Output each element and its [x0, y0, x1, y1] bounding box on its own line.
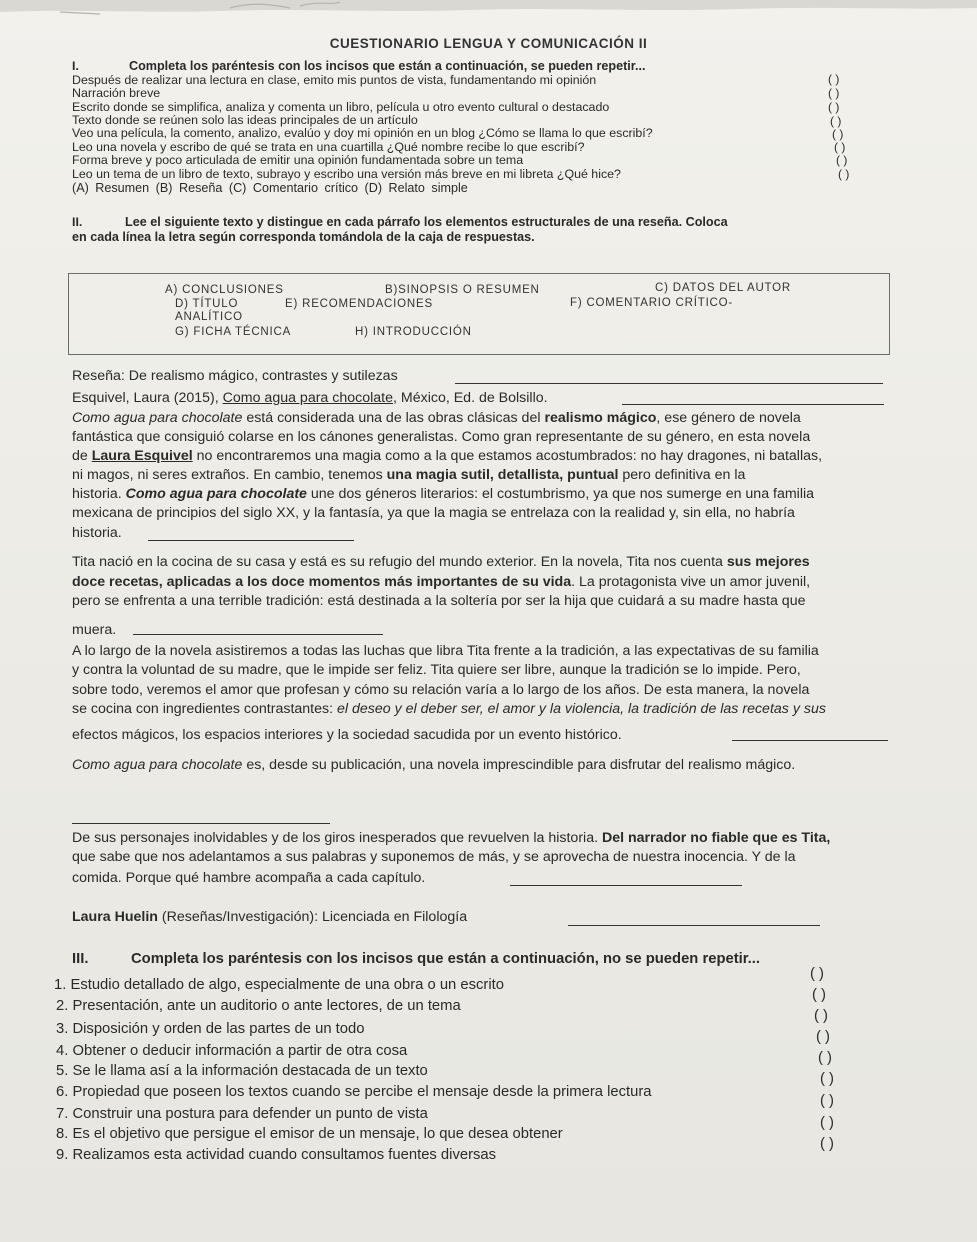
section-iii-item-4: 4. Obtener o deducir información a partir de otra cosa	[56, 1043, 408, 1059]
answer-paren[interactable]: ( )	[820, 1136, 834, 1152]
option-f-continued: ANALÍTICO	[175, 311, 243, 323]
section-iii-item-2: 2. Presentación, ante un auditorio o ante lectores, de un tema	[56, 998, 461, 1014]
option-e: E) RECOMENDACIONES	[285, 298, 433, 310]
review-paragraph-2-line-4: muera.	[72, 622, 117, 638]
answer-paren[interactable]: ( )	[820, 1093, 834, 1109]
review-paragraph-2-line-1: Tita nació en la cocina de su casa y está es su refugio del mundo exterior. En la novela, Tita nos cuenta sus mejores	[72, 554, 810, 570]
review-paragraph-3-line-2: y contra la voluntad de su madre, que le impide ser feliz. Tita quiere ser libre, aunque la tradición se lo impide. Pero,	[72, 662, 801, 678]
review-paragraph-5-line-1: De sus personajes inolvidables y de los giros inesperados que revuelven la historia. Del narrador no fiable que es Tita,	[72, 830, 831, 846]
review-paragraph-4: Como agua para chocolate es, desde su publicación, una novela imprescindible para disfrutar del realismo mágico.	[72, 757, 796, 773]
section-iii-item-8: 8. Es el objetivo que persigue el emisor de un mensaje, lo que desea obtener	[56, 1126, 563, 1142]
review-paragraph-1-line-4: ni magos, ni seres extraños. En cambio, tenemos una magia sutil, detallista, puntual pero definitiva en la	[72, 467, 746, 483]
section-iii-number: III.	[72, 951, 89, 967]
torn-top-edge	[0, 0, 977, 34]
section-i-options: (A) Resumen (B) Reseña (C) Comentario crítico (D) Relato simple	[72, 181, 468, 195]
section-iii-item-5: 5. Se le llama así a la información destacada de un texto	[56, 1063, 428, 1079]
review-header-line: Reseña: De realismo mágico, contrastes y sutilezas	[72, 368, 398, 384]
answer-paren[interactable]: ( )	[836, 153, 848, 167]
section-ii-number: II.	[72, 215, 83, 229]
section-i-item-7: Forma breve y poco articulada de emitir una opinión fundamentada sobre un tema	[72, 153, 524, 167]
review-paragraph-1-line-5: historia. Como agua para chocolate une dos géneros literarios: el costumbrismo, ya que nos sumerge en una familia	[72, 486, 815, 502]
answer-paren[interactable]: ( )	[828, 72, 840, 86]
review-paragraph-1-line-1: Como agua para chocolate está considerada una de las obras clásicas del realismo mágico, ese género de novela	[72, 410, 801, 426]
review-paragraph-1-line-7: historia.	[72, 525, 122, 541]
review-paragraph-3-line-1: A lo largo de la novela asistiremos a todas las luchas que libra Tita frente a la tradición, a las expectativas de su familia	[72, 643, 819, 659]
answer-line[interactable]	[455, 383, 883, 384]
answer-paren[interactable]: ( )	[818, 1050, 832, 1066]
section-iii-item-1: 1. Estudio detallado de algo, especialmente de una obra o un escrito	[54, 977, 504, 993]
answer-paren[interactable]: ( )	[820, 1071, 834, 1087]
option-c: C) DATOS DEL AUTOR	[655, 282, 792, 294]
answer-paren[interactable]: ( )	[814, 1008, 828, 1024]
section-iii-item-7: 7. Construir una postura para defender un punto de vista	[56, 1106, 428, 1122]
review-paragraph-2-line-3: pero se enfrenta a una terrible tradición: está destinada a la soltería por ser la hija que cuidará a su madre hasta que	[72, 593, 806, 609]
section-i-instruction: Completa los paréntesis con los incisos que están a continuación, se pueden repetir...	[129, 59, 646, 73]
review-paragraph-1-line-3: de Laura Esquivel no encontraremos una magia como a la que estamos acostumbrados: no hay dragones, ni batallas,	[72, 448, 823, 464]
section-i-item-5: Veo una película, la comento, analizo, evalúo y doy mi opinión en un blog ¿Cómo se llama lo que escribí?	[72, 126, 653, 140]
page-title: CUESTIONARIO LENGUA Y COMUNICACIÓN II	[329, 36, 648, 51]
answer-line[interactable]	[148, 540, 354, 541]
review-paragraph-2-line-2: doce recetas, aplicadas a los doce momentos más importantes de su vida. La protagonista vive un amor juvenil,	[72, 574, 811, 590]
option-h: H) INTRODUCCIÓN	[355, 326, 472, 338]
section-iii-item-9: 9. Realizamos esta actividad cuando consultamos fuentes diversas	[56, 1147, 497, 1163]
option-b: B)SINOPSIS O RESUMEN	[385, 284, 540, 296]
answer-line[interactable]	[510, 885, 742, 886]
answer-paren[interactable]: ( )	[838, 167, 850, 181]
answer-line[interactable]	[72, 823, 330, 824]
review-paragraph-3-line-5: efectos mágicos, los espacios interiores y la sociedad sacudida por un evento histórico.	[72, 727, 622, 743]
review-signature: Laura Huelin (Reseñas/Investigación): Licenciada en Filología	[72, 909, 468, 925]
section-i-item-8: Leo un tema de un libro de texto, subrayo y escribo una versión más breve en mi libreta ¿Qué hice?	[72, 167, 621, 181]
section-i-item-4: Texto donde se reúnen solo las ideas principales de un artículo	[72, 113, 418, 127]
section-iii-item-3: 3. Disposición y orden de las partes de un todo	[56, 1021, 365, 1037]
review-paragraph-3-line-4: se cocina con ingredientes contrastantes: el deseo y el deber ser, el amor y la violencia, la tradición de las recetas y sus	[72, 701, 826, 717]
answer-paren[interactable]: ( )	[816, 1029, 830, 1045]
review-paragraph-5-line-3: comida. Porque qué hambre acompaña a cada capítulo.	[72, 870, 426, 886]
answer-line[interactable]	[568, 925, 820, 926]
answer-line[interactable]	[622, 404, 884, 405]
answer-paren[interactable]: ( )	[828, 86, 840, 100]
answer-paren[interactable]: ( )	[834, 140, 846, 154]
section-iii-instruction: Completa los paréntesis con los incisos que están a continuación, no se pueden repetir...	[131, 951, 761, 967]
review-citation: Esquivel, Laura (2015), Como agua para chocolate, México, Ed. de Bolsillo.	[72, 390, 548, 406]
answer-paren[interactable]: ( )	[812, 987, 826, 1003]
section-ii-instruction-line-1: Lee el siguiente texto y distingue en cada párrafo los elementos estructurales de una reseña. Coloca	[125, 215, 728, 229]
section-i-number: I.	[72, 59, 79, 73]
answer-line[interactable]	[133, 634, 383, 635]
answer-paren[interactable]: ( )	[828, 100, 840, 114]
section-i-item-3: Escrito donde se simplifica, analiza y comenta un libro, película u otro evento cultural o destacado	[72, 100, 610, 114]
section-i-item-2: Narración breve	[72, 86, 161, 100]
option-d: D) TÍTULO	[175, 298, 239, 310]
review-paragraph-1-line-6: mexicana de principios del siglo XX, y la fantasía, ya que la magia se entrelaza con la realidad y, sin ella, no habría	[72, 505, 795, 521]
review-paragraph-5-line-2: que sabe que nos adelantamos a sus palabras y suponemos de más, y se aprovecha de nuestra inocencia. Y de la	[72, 849, 796, 865]
review-paragraph-1-line-2: fantástica que consiguió colarse en los cánones generalistas. Como gran representante de su género, en esta novela	[72, 429, 811, 445]
section-i-item-1: Después de realizar una lectura en clase, emito mis puntos de vista, fundamentando mi opinión	[72, 73, 597, 87]
section-ii-instruction-line-2: en cada línea la letra según corresponda tomándola de la caja de respuestas.	[72, 230, 535, 244]
option-f: F) COMENTARIO CRÍTICO-	[570, 297, 734, 309]
answer-line[interactable]	[732, 740, 888, 741]
review-paragraph-3-line-3: sobre todo, veremos el amor que profesan y cómo su relación varía a lo largo de los años. De esta manera, la novela	[72, 682, 810, 698]
answer-paren[interactable]: ( )	[830, 114, 842, 128]
option-a: A) CONCLUSIONES	[165, 284, 284, 296]
section-i-item-6: Leo una novela y escribo de qué se trata en una cuartilla ¿Qué nombre recibe lo que escribí?	[72, 140, 585, 154]
answer-paren[interactable]: ( )	[810, 966, 824, 982]
answer-paren[interactable]: ( )	[820, 1115, 834, 1131]
option-g: G) FICHA TÉCNICA	[175, 326, 292, 338]
section-iii-item-6: 6. Propiedad que poseen los textos cuando se percibe el mensaje desde la primera lectura	[56, 1084, 652, 1100]
answer-paren[interactable]: ( )	[832, 127, 844, 141]
